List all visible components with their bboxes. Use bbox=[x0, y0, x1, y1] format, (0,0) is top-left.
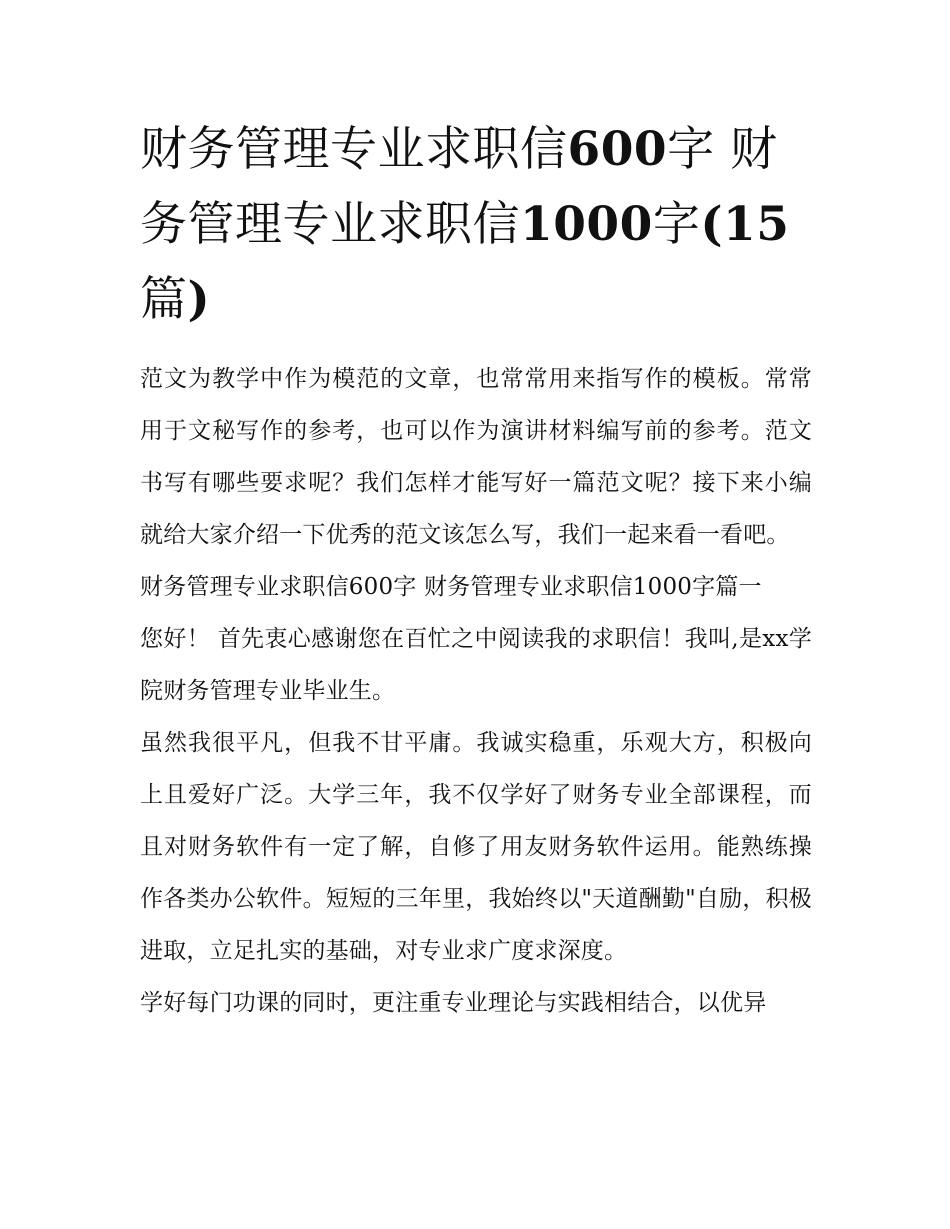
greeting-paragraph: 您好！ 首先衷心感谢您在百忙之中阅读我的求职信！我叫,是xx学院财务管理专业毕业生。 bbox=[140, 626, 812, 704]
document-title: 财务管理专业求职信600字 财务管理专业求职信1000字(15篇) bbox=[140, 122, 790, 327]
body-paragraph: 虽然我很平凡，但我不甘平庸。我诚实稳重，乐观大方，积极向上且爱好广泛。大学三年，我不仅学好了财务专业全部课程，而且对财务软件有一定了解，自修了用友财务软件运用。能熟练操作各类办公软件。短短的三年里，我始终以"天道酬勤"自励，积极进取，立足扎实的基础，对专业求广度求深度。 bbox=[140, 730, 812, 964]
intro-paragraph: 范文为教学中作为模范的文章，也常常用来指写作的模板。常常用于文秘写作的参考，也可以作为演讲材料编写前的参考。范文书写有哪些要求呢？我们怎样才能写好一篇范文呢？接下来小编就给大家介绍一下优秀的范文该怎么写，我们一起来看一看吧。 bbox=[140, 366, 812, 548]
section-heading-paragraph: 财务管理专业求职信600字 财务管理专业求职信1000字篇一 bbox=[140, 574, 762, 600]
document-page bbox=[140, 112, 812, 1029]
body-paragraph-continued: 学好每门功课的同时，更注重专业理论与实践相结合，以优异 bbox=[140, 990, 767, 1016]
